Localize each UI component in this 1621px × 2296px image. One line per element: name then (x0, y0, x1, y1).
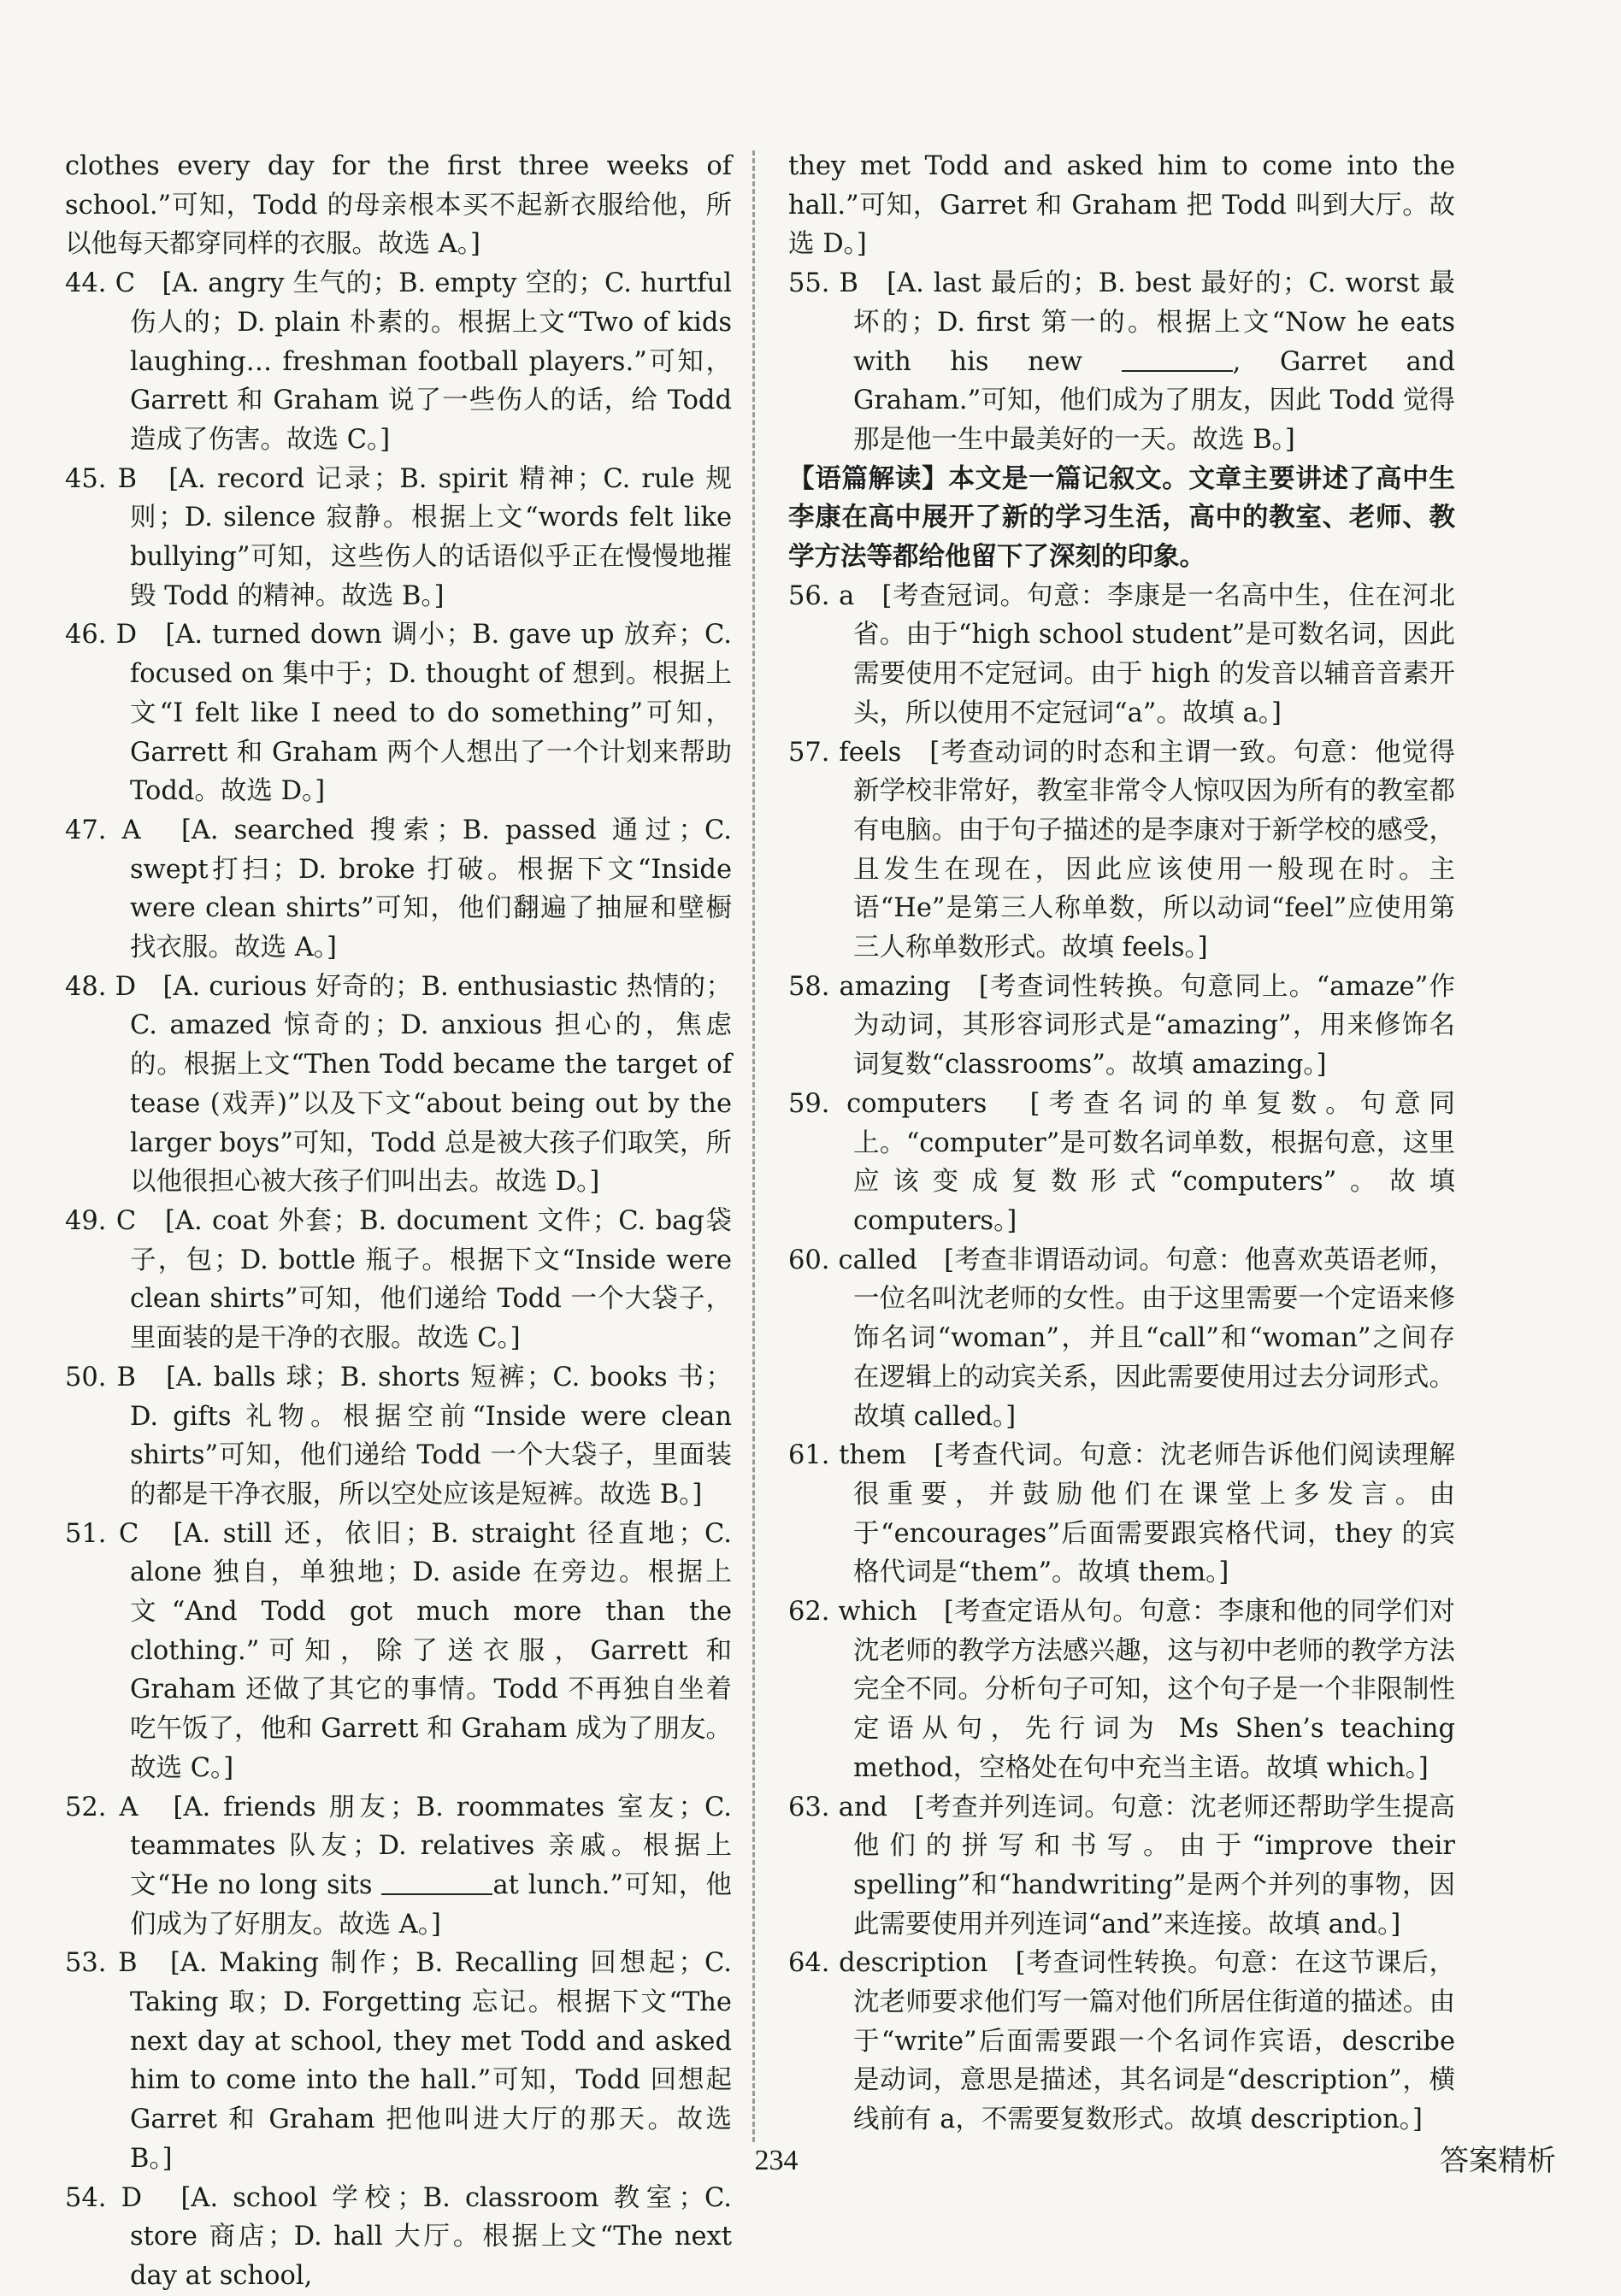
answer-explanation: 57. feels [考查动词的时态和主谓一致。句意：他觉得新学校非常好，教室非常令人惊叹因为所有的教室都有电脑。由于句子描述的是李康对于新学校的感受，且发生在现在，因此应该使用一般现在时。主语“He”是第三人称单数，所以动词“feel”应使用第三人称单数形式。故填 feels。] (788, 737, 1455, 963)
answer-explanation: 59. computers [考查名词的单复数。句意同上。“computer”是可数名词单数，根据句意，这里应该变成复数形式“computers”。故填 computers。] (788, 1088, 1455, 1236)
answer-explanation: 56. a [考查冠词。句意：李康是一名高中生，住在河北省。由于“high school student”是可数名词，因此需要使用不定冠词。由于 high 的发音以辅音音素开头，所以使用不定冠词“a”。故填 a。] (788, 580, 1455, 728)
answer-explanation: 45. B [A. record 记录；B. spirit 精神；C. rule 规则；D. silence 寂静。根据上文“words felt like bullying”可知，这些伤人的话语似乎正在慢慢地摧毁 Todd 的精神。故选 B。] (65, 463, 732, 611)
column-divider (752, 150, 755, 2142)
page-number: 234 (754, 2145, 799, 2176)
answer-explanation: 46. D [A. turned down 调小；B. gave up 放弃；C. focused on 集中于；D. thought of 想到。根据上文“I felt like I need to do something”可知，Garrett 和 Graham 两个人想出了一个计划来帮助 Todd。故选 D。] (65, 620, 732, 807)
answer-explanation: 61. them [考查代词。句意：沈老师告诉他们阅读理解很重要，并鼓励他们在课堂上多发言。由于“encourages”后面需要跟宾格代词，they 的宾格代词是“them”。故填 them。] (788, 1440, 1455, 1588)
answer-explanation: 49. C [A. coat 外套；B. document 文件；C. bag袋子，包；D. bottle 瓶子。根据下文“Inside were clean shirts”可知，他们递给 Todd 一个大袋子，里面装的是干净的衣服。故选 C。] (65, 1205, 732, 1354)
answer-blank (381, 1871, 492, 1895)
answer-explanation: 53. B [A. Making 制作；B. Recalling 回想起；C. Taking 取；D. Forgetting 忘记。根据下文“The next day at school, they met Todd and asked him to come into the hall.”可知，Todd 回想起 Garret 和 Graham 把他叫进大厅的那天。故选 B。] (65, 1948, 732, 2174)
left-column (65, 147, 732, 2296)
answer-blank (1122, 348, 1233, 372)
answer-explanation: 55. B [A. last 最后的；B. best 最好的；C. worst 最坏的；D. first 第一的。根据上文“Now he eats with his new , Garret and Graham.”可知，他们成为了朋友，因此 Todd 觉得那是他一生中最美好的一天。故选 B。] (788, 268, 1455, 455)
answer-explanation: 48. D [A. curious 好奇的；B. enthusiastic 热情的；C. amazed 惊奇的；D. anxious 担心的，焦虑的。根据上文“Then Todd became the target of tease (戏弄)”以及下文“about being out by the larger boys”可知，Todd 总是被大孩子们取笑，所以他很担心被大孩子们叫出去。故选 D。] (65, 971, 732, 1198)
answer-explanation: 63. and [考查并列连词。句意：沈老师还帮助学生提高他们的拼写和书写。由于“improve their spelling”和“handwriting”是两个并列的事物，因此需要使用并列连词“and”来连接。故填 and。] (788, 1792, 1455, 1940)
answer-explanation: 51. C [A. still 还，依旧；B. straight 径直地；C. alone 独自，单独地；D. aside 在旁边。根据上文“And Todd got much more than the clothing.”可知，除了送衣服，Garrett 和 Graham 还做了其它的事情。Todd 不再独自坐着吃午饭了，他和 Garrett 和 Graham 成为了朋友。故选 C。] (65, 1518, 732, 1783)
answer-explanation: 60. called [考查非谓语动词。句意：他喜欢英语老师，一位名叫沈老师的女性。由于这里需要一个定语来修饰名词“woman”，并且“call”和“woman”之间存在逻辑上的动宾关系，因此需要使用过去分词形式。故填 called。] (788, 1245, 1455, 1432)
answer-explanation: 62. which [考查定语从句。句意：李康和他的同学们对沈老师的教学方法感兴趣，这与初中老师的教学方法完全不同。分析句子可知，这个句子是一个非限制性定语从句，先行词为 Ms Shen’s teaching method，空格处在句中充当主语。故填 which。] (788, 1597, 1455, 1783)
answer-explanation: 50. B [A. balls 球；B. shorts 短裤；C. books 书；D. gifts 礼物。根据空前“Inside were clean shirts”可知，他们递给 Todd 一个大袋子，里面装的都是干净衣服，所以空处应该是短裤。故选 B。] (65, 1362, 732, 1510)
answer-explanation: 64. description [考查词性转换。句意：在这节课后，沈老师要求他们写一篇对他们所居住街道的描述。由于“write”后面需要跟一个名词作宾语，describe 是动词，意思是描述，其名词是“description”，横线前有 a，不需要复数形式。故填 description。] (788, 1948, 1455, 2135)
answer-explanation: 58. amazing [考查词性转换。句意同上。“amaze”作为动词，其形容词形式是“amazing”，用来修饰名词复数“classrooms”。故填 amazing。] (788, 971, 1455, 1080)
passage-summary-text: 本文是一篇记叙文。文章主要讲述了高中生李康在高中展开了新的学习生活，高中的教室、老师、教学方法等都给他留下了深刻的印象。 (788, 462, 1455, 573)
answer-explanation: 47. A [A. searched 搜索；B. passed 通过；C. swept打扫；D. broke 打破。根据下文“Inside were clean shirts”可知，他们翻遍了抽屉和壁橱找衣服。故选 A。] (65, 815, 732, 963)
passage-summary-heading: 【语篇解读】 (788, 462, 949, 494)
continued-explanation: clothes every day for the first three weeks of school.”可知，Todd 的母亲根本买不起新衣服给他，所以他每天都穿同样的衣服。故选 A。] (65, 151, 732, 260)
answer-explanation: 54. D [A. school 学校；B. classroom 教室；C. store 商店；D. hall 大厅。根据上文“The next day at school, (65, 2182, 732, 2291)
answer-explanation: 44. C [A. angry 生气的；B. empty 空的；C. hurtful 伤人的；D. plain 朴素的。根据上文“Two of kids laughing… freshman football players.”可知，Garrett 和 Graham 说了一些伤人的话，给 Todd 造成了伤害。故选 C。] (65, 268, 732, 455)
answer-explanation: 52. A [A. friends 朋友；B. roommates 室友；C. teammates 队友；D. relatives 亲戚。根据上文“He no long sits at lunch.”可知，他们成为了好朋友。故选 A。] (65, 1792, 732, 1940)
continued-explanation: they met Todd and asked him to come into the hall.”可知，Garret 和 Graham 把 Todd 叫到大厅。故选 D。] (788, 151, 1455, 260)
footer-label: 答案精析 (1440, 2144, 1556, 2178)
right-column (788, 147, 1455, 2140)
passage-summary (788, 460, 1455, 577)
